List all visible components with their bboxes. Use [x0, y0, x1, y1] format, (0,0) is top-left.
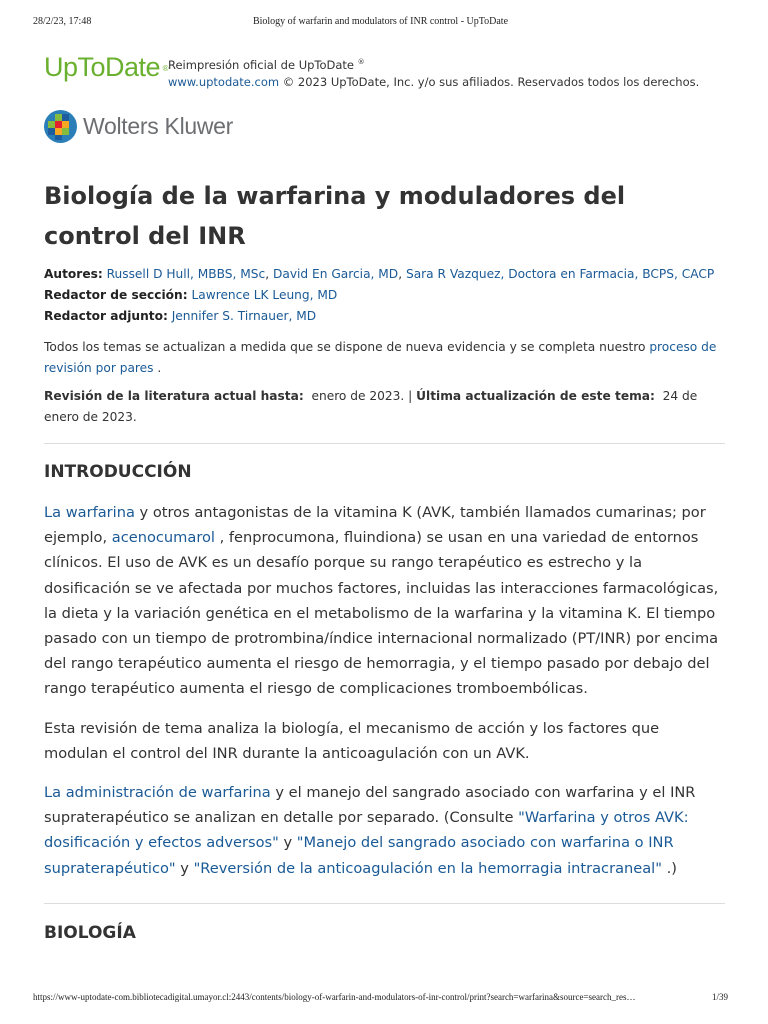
ich-reversal-link[interactable]: "Reversión de la anticoagulación en la hemorragia intracraneal" — [193, 859, 662, 877]
print-url: https://www-uptodate-com.bibliotecadigital.umayor.cl:2443/contents/biology-of-warfarin-and-modulators-of-inr-control/print?search=warfarina&source=search_res… — [33, 992, 636, 1002]
deputy-editor-line: Redactor adjunto: Jennifer S. Tirnauer, MD — [44, 309, 317, 323]
article — [44, 176, 725, 945]
print-page-title: Biology of warfarin and modulators of INR control - UpToDate — [252, 16, 509, 27]
biology-heading: BIOLOGÍA — [44, 922, 136, 943]
article-body — [44, 460, 725, 945]
copyright-text: © 2023 UpToDate, Inc. y/o sus afiliados. Reservados todos los derechos. — [282, 74, 700, 89]
article-credits — [44, 264, 725, 327]
warfarin-link[interactable]: La warfarina — [44, 504, 135, 521]
separator: | — [408, 389, 413, 403]
literature-review-value: enero de 2023. — [311, 389, 405, 403]
intro-paragraph-3: La administración de warfarina y el manejo del sangrado asociado con warfarina y el INR supraterapéutico se analizan en detalle por separado. (Consulte "Warfarina y otros AVK: dosificación y efectos adversos" y "Manejo del sangrado asociado con warfarina o INR supraterapéutico" y "Reversión de la anticoagulación en la hemorragia intracraneal" .) — [44, 784, 696, 877]
reprint-text: Reimpresión oficial de UpToDate — [168, 57, 354, 72]
publisher-name: Wolters Kluwer — [83, 113, 234, 139]
reprint-notice — [168, 54, 699, 91]
author-link-2[interactable]: David En Garcia, MD — [272, 267, 399, 281]
author-link-3[interactable]: Sara R Vazquez, Doctora en Farmacia, BCPS, CACP — [405, 267, 715, 281]
warfarin-dosing-link[interactable]: "Warfarina y otros AVK: dosificación y efectos adversos" — [44, 809, 689, 852]
author-link-1[interactable]: Russell D Hull, MBBS, MSc — [106, 267, 266, 281]
update-note-text: Todos los temas se actualizan a medida que se dispone de nueva evidencia y se completa nuestro — [44, 340, 646, 354]
authors-line: Autores: Russell D Hull, MBBS, MSc, David En Garcia, MD, Sara R Vazquez, Doctora en Farmacia, BCPS, CACP — [44, 267, 715, 281]
deputy-editor-label: Redactor adjunto — [44, 309, 163, 323]
section-editor-link[interactable]: Lawrence LK Leung, MD — [191, 288, 338, 302]
wolters-kluwer-logo — [44, 110, 233, 143]
divider — [44, 443, 725, 444]
authors-label: Autores — [44, 267, 98, 281]
page-number: 1/39 — [711, 992, 728, 1002]
review-dates: Revisión de la literatura actual hasta: enero de 2023. | Última actualización de este tema: 24 de enero de 2023. — [44, 389, 698, 424]
literature-review-label: Revisión de la literatura actual hasta — [44, 389, 299, 403]
update-note: Todos los temas se actualizan a medida que se dispone de nueva evidencia y se completa nuestro proceso de revisión por pares . — [44, 340, 717, 375]
peer-review-link[interactable]: proceso de revisión por pares — [44, 340, 717, 375]
section-editor-line: Redactor de sección: Lawrence LK Leung, MD — [44, 288, 338, 302]
last-updated-value: 24 de enero de 2023. — [44, 389, 698, 424]
uptodate-logo[interactable] — [44, 50, 169, 84]
print-datetime: 28/2/23, 17:48 — [33, 16, 92, 27]
bleeding-management-link[interactable]: "Manejo del sangrado asociado con warfarina o INR supraterapéutico" — [44, 834, 674, 877]
intro-heading: INTRODUCCIÓN — [44, 462, 192, 482]
uptodate-logo-text: UpToDate — [44, 52, 161, 82]
uptodate-site-link[interactable]: www.uptodate.com — [168, 74, 280, 89]
warfarin-administration-link[interactable]: La administración de warfarina — [44, 784, 271, 802]
section-editor-label: Redactor de sección — [44, 288, 183, 302]
divider — [44, 903, 725, 904]
intro-paragraph-1: La warfarina y otros antagonistas de la vitamina K (AVK, también llamados cumarinas; por ejemplo, acenocumarol , fenprocumona, fluindiona) se usan en una variedad de entornos clínicos. El uso de AVK es un desafío porque su rango terapéutico es estrecho y la dosificación se ve afectada por muchos factores, incluidas las interacciones farmacológicas, la dieta y la variación genética en el metabolismo de la warfarina y la vitamina K. El tiempo pasado con un tiempo de protrombina/índice internacional normalizado (PT/INR) por encima del rango terapéutico aumenta el riesgo de hemorragia, y el tiempo pasado por debajo del rango terapéutico aumenta el riesgo de complicaciones tromboembólicas. — [44, 504, 719, 698]
intro-paragraph-2: Esta revisión de tema analiza la biología, el mecanismo de acción y los factores que modulan el control del INR durante la anticoagulación con un AVK. — [44, 719, 660, 762]
wolters-kluwer-mark-icon — [44, 110, 77, 143]
registered-mark: ® — [162, 64, 169, 73]
last-updated-label: Última actualización de este tema — [416, 389, 651, 403]
acenocoumarol-link[interactable]: acenocumarol — [111, 529, 215, 547]
deputy-editor-link[interactable]: Jennifer S. Tirnauer, MD — [171, 309, 317, 323]
reprint-registered-mark: ® — [357, 58, 365, 66]
article-title: Biología de la warfarina y moduladores del control del INR — [44, 182, 626, 250]
